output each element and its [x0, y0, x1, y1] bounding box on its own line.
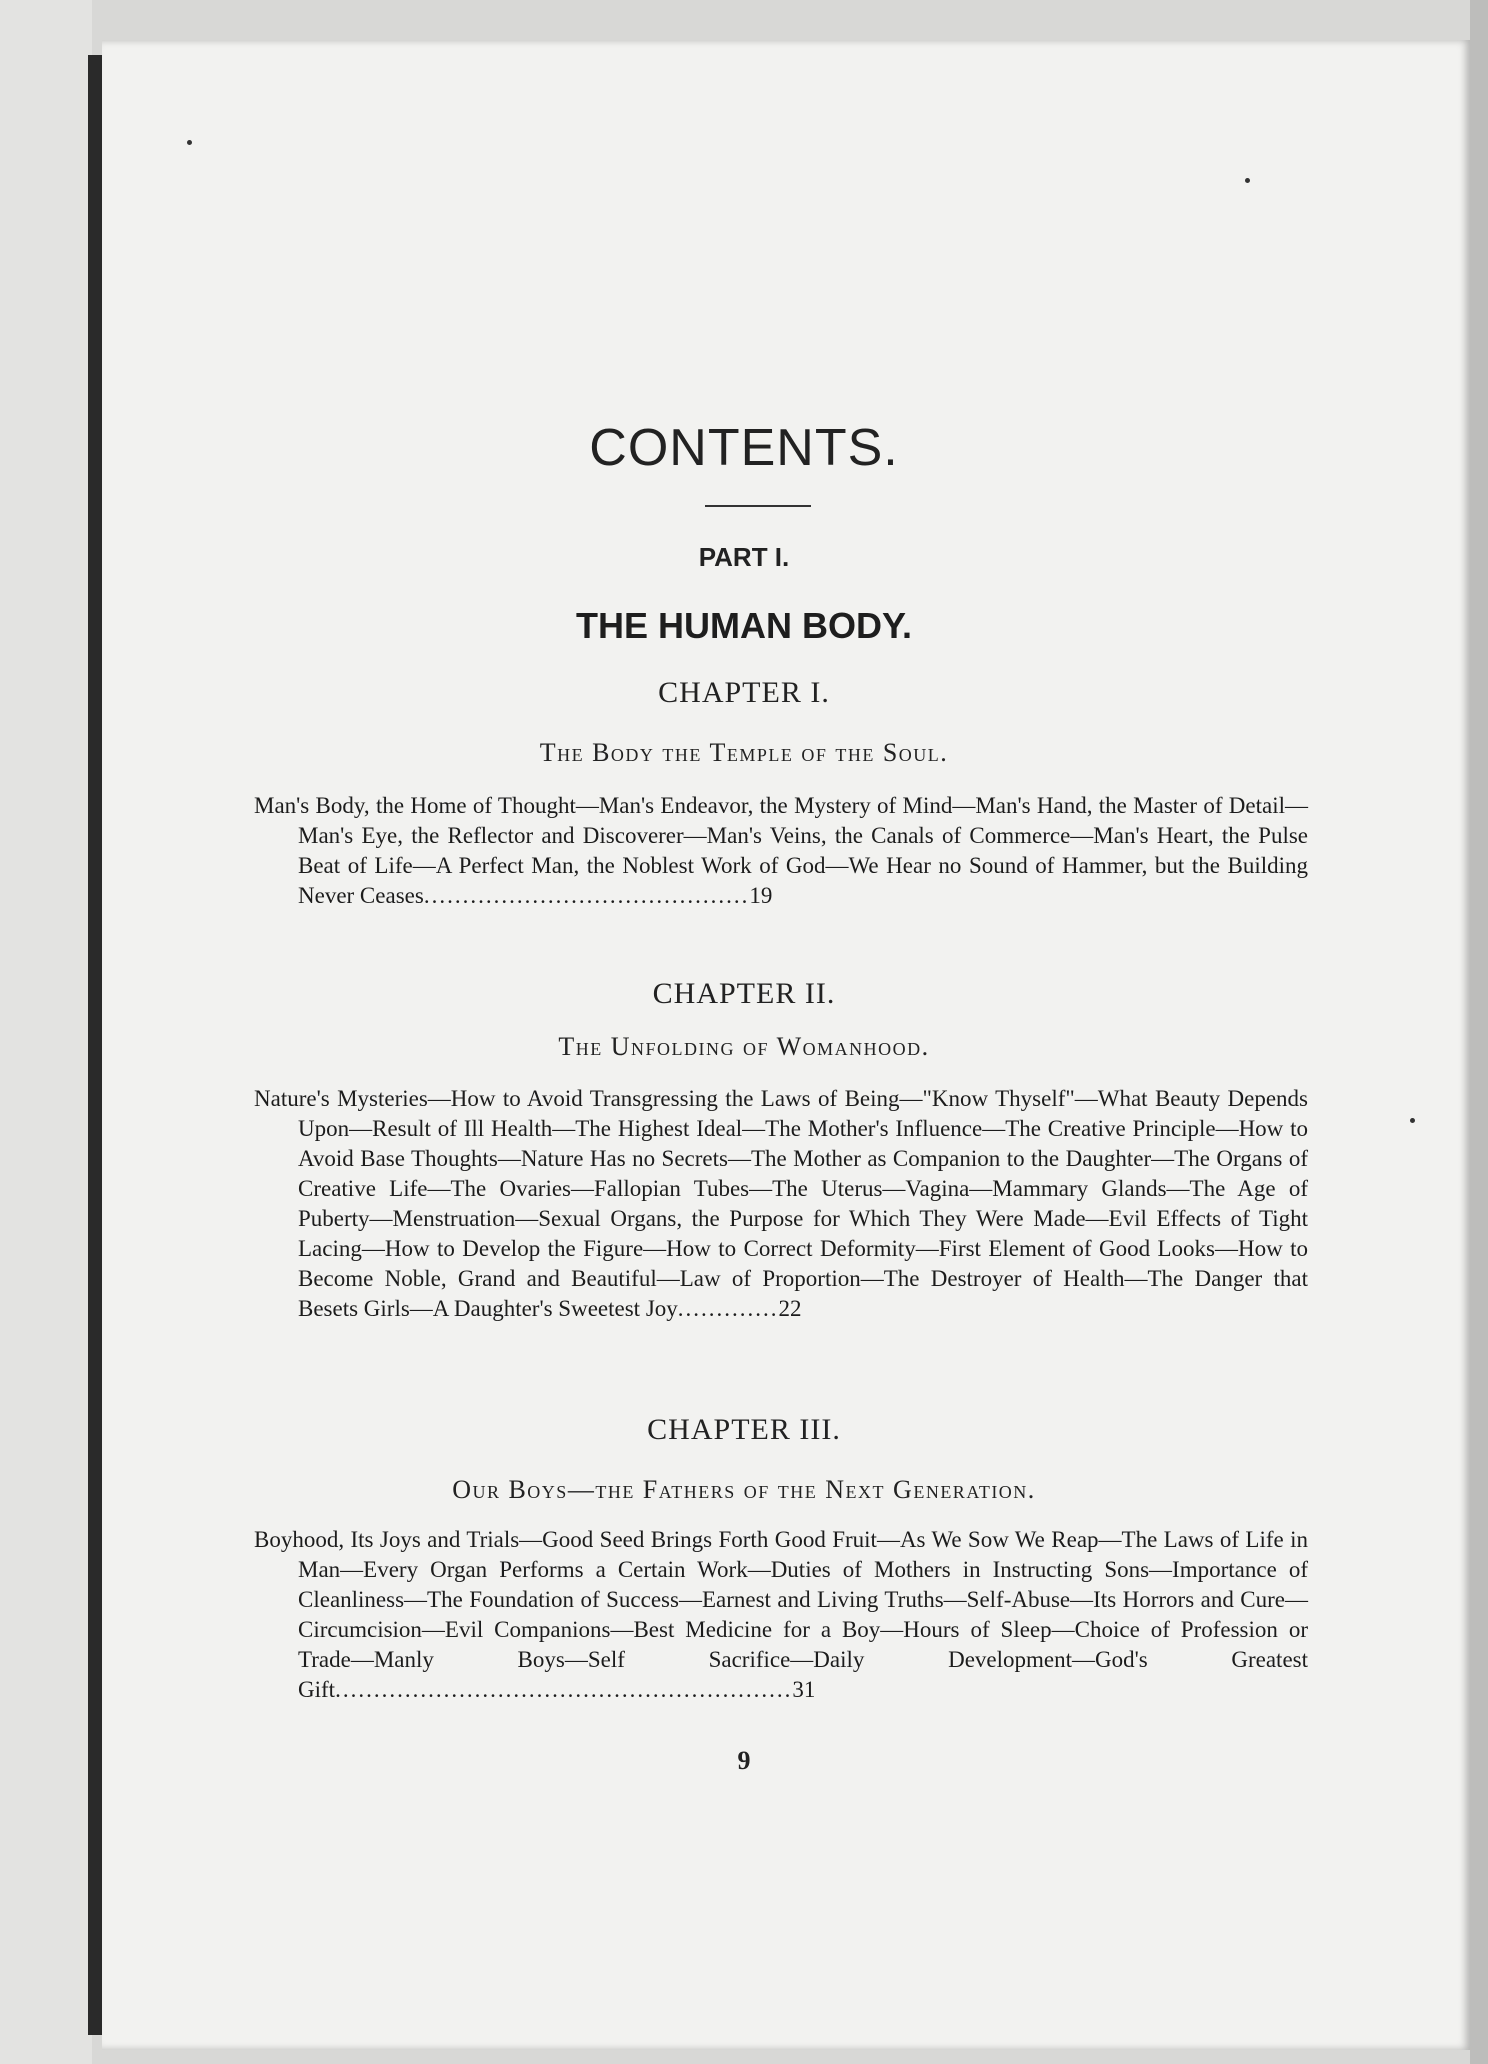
part-title: THE HUMAN BODY. — [575, 605, 912, 646]
chapter-title: Our Boys—the Fathers of the Next Generation. — [452, 1475, 1036, 1504]
page-number: 9 — [737, 1746, 751, 1775]
chapter-description — [254, 1525, 1308, 1705]
ink-speck — [1245, 178, 1250, 183]
leader-dots: .......................................... — [423, 883, 750, 908]
chapter-heading: CHAPTER I. — [658, 676, 830, 709]
chapter-heading: CHAPTER III. — [647, 1413, 841, 1446]
chapter-description-text: Nature's Mysteries—How to Avoid Transgressing the Laws of Being—"Know Thyself"—What Beauty Depends Upon—Result of Ill Health—The Highest Ideal—The Mother's Influence—The Creative Principle—How to Avoid Base Thoughts—Nature Has no Secrets—The Mother as Companion to the Daughter—The Organs of Creative Life—The Ovaries—Fallopian Tubes—The Uterus—Vagina—Mammary Glands—The Age of Puberty—Menstruation—Sexual Organs, the Purpose for Which They Were Made—Evil Effects of Tight Lacing—How to Develop the Figure—How to Correct Deformity—First Element of Good Looks—How to Become Noble, Grand and Beautiful—Law of Proportion—The Destroyer of Health—The Danger that Besets Girls—A Daughter's Sweetest Joy — [254, 1086, 1308, 1321]
contents-title: CONTENTS. — [589, 419, 899, 477]
chapter-title: The Body the Temple of the Soul. — [539, 738, 949, 767]
chapter-description-text: Boyhood, Its Joys and Trials—Good Seed Brings Forth Good Fruit—As We Sow We Reap—The Laws of Life in Man—Every Organ Performs a Certain Work—Duties of Mothers in Instructing Sons—Importance of Cleanliness—The Foundation of Success—Earnest and Living Truths—Self-Abuse—Its Horrors and Cure—Circumcision—Evil Companions—Best Medicine for a Boy—Hours of Sleep—Choice of Profession or Trade—Manly Boys—Self Sacrifice—Daily Development—God's Greatest Gift — [254, 1527, 1308, 1702]
chapter-page-ref: 31 — [792, 1677, 816, 1702]
chapter-page-ref: 22 — [778, 1296, 802, 1321]
part-label: PART I. — [698, 542, 790, 572]
chapter-page-ref: 19 — [749, 883, 773, 908]
title-divider — [705, 505, 811, 507]
chapter-description — [254, 1084, 1308, 1324]
ink-speck — [1410, 1118, 1415, 1123]
chapter-heading: CHAPTER II. — [652, 977, 836, 1010]
leader-dots: ........................................................... — [335, 1677, 793, 1702]
chapter-description-text: Man's Body, the Home of Thought—Man's Endeavor, the Mystery of Mind—Man's Hand, the Master of Detail—Man's Eye, the Reflector and Discoverer—Man's Veins, the Canals of Commerce—Man's Heart, the Pulse Beat of Life—A Perfect Man, the Noblest Work of God—We Hear no Sound of Hammer, but the Building Never Ceases — [254, 793, 1308, 908]
chapter-description — [254, 791, 1308, 911]
ink-speck — [187, 140, 192, 145]
chapter-title: The Unfolding of Womanhood. — [558, 1032, 930, 1061]
leader-dots: ............. — [677, 1296, 779, 1321]
